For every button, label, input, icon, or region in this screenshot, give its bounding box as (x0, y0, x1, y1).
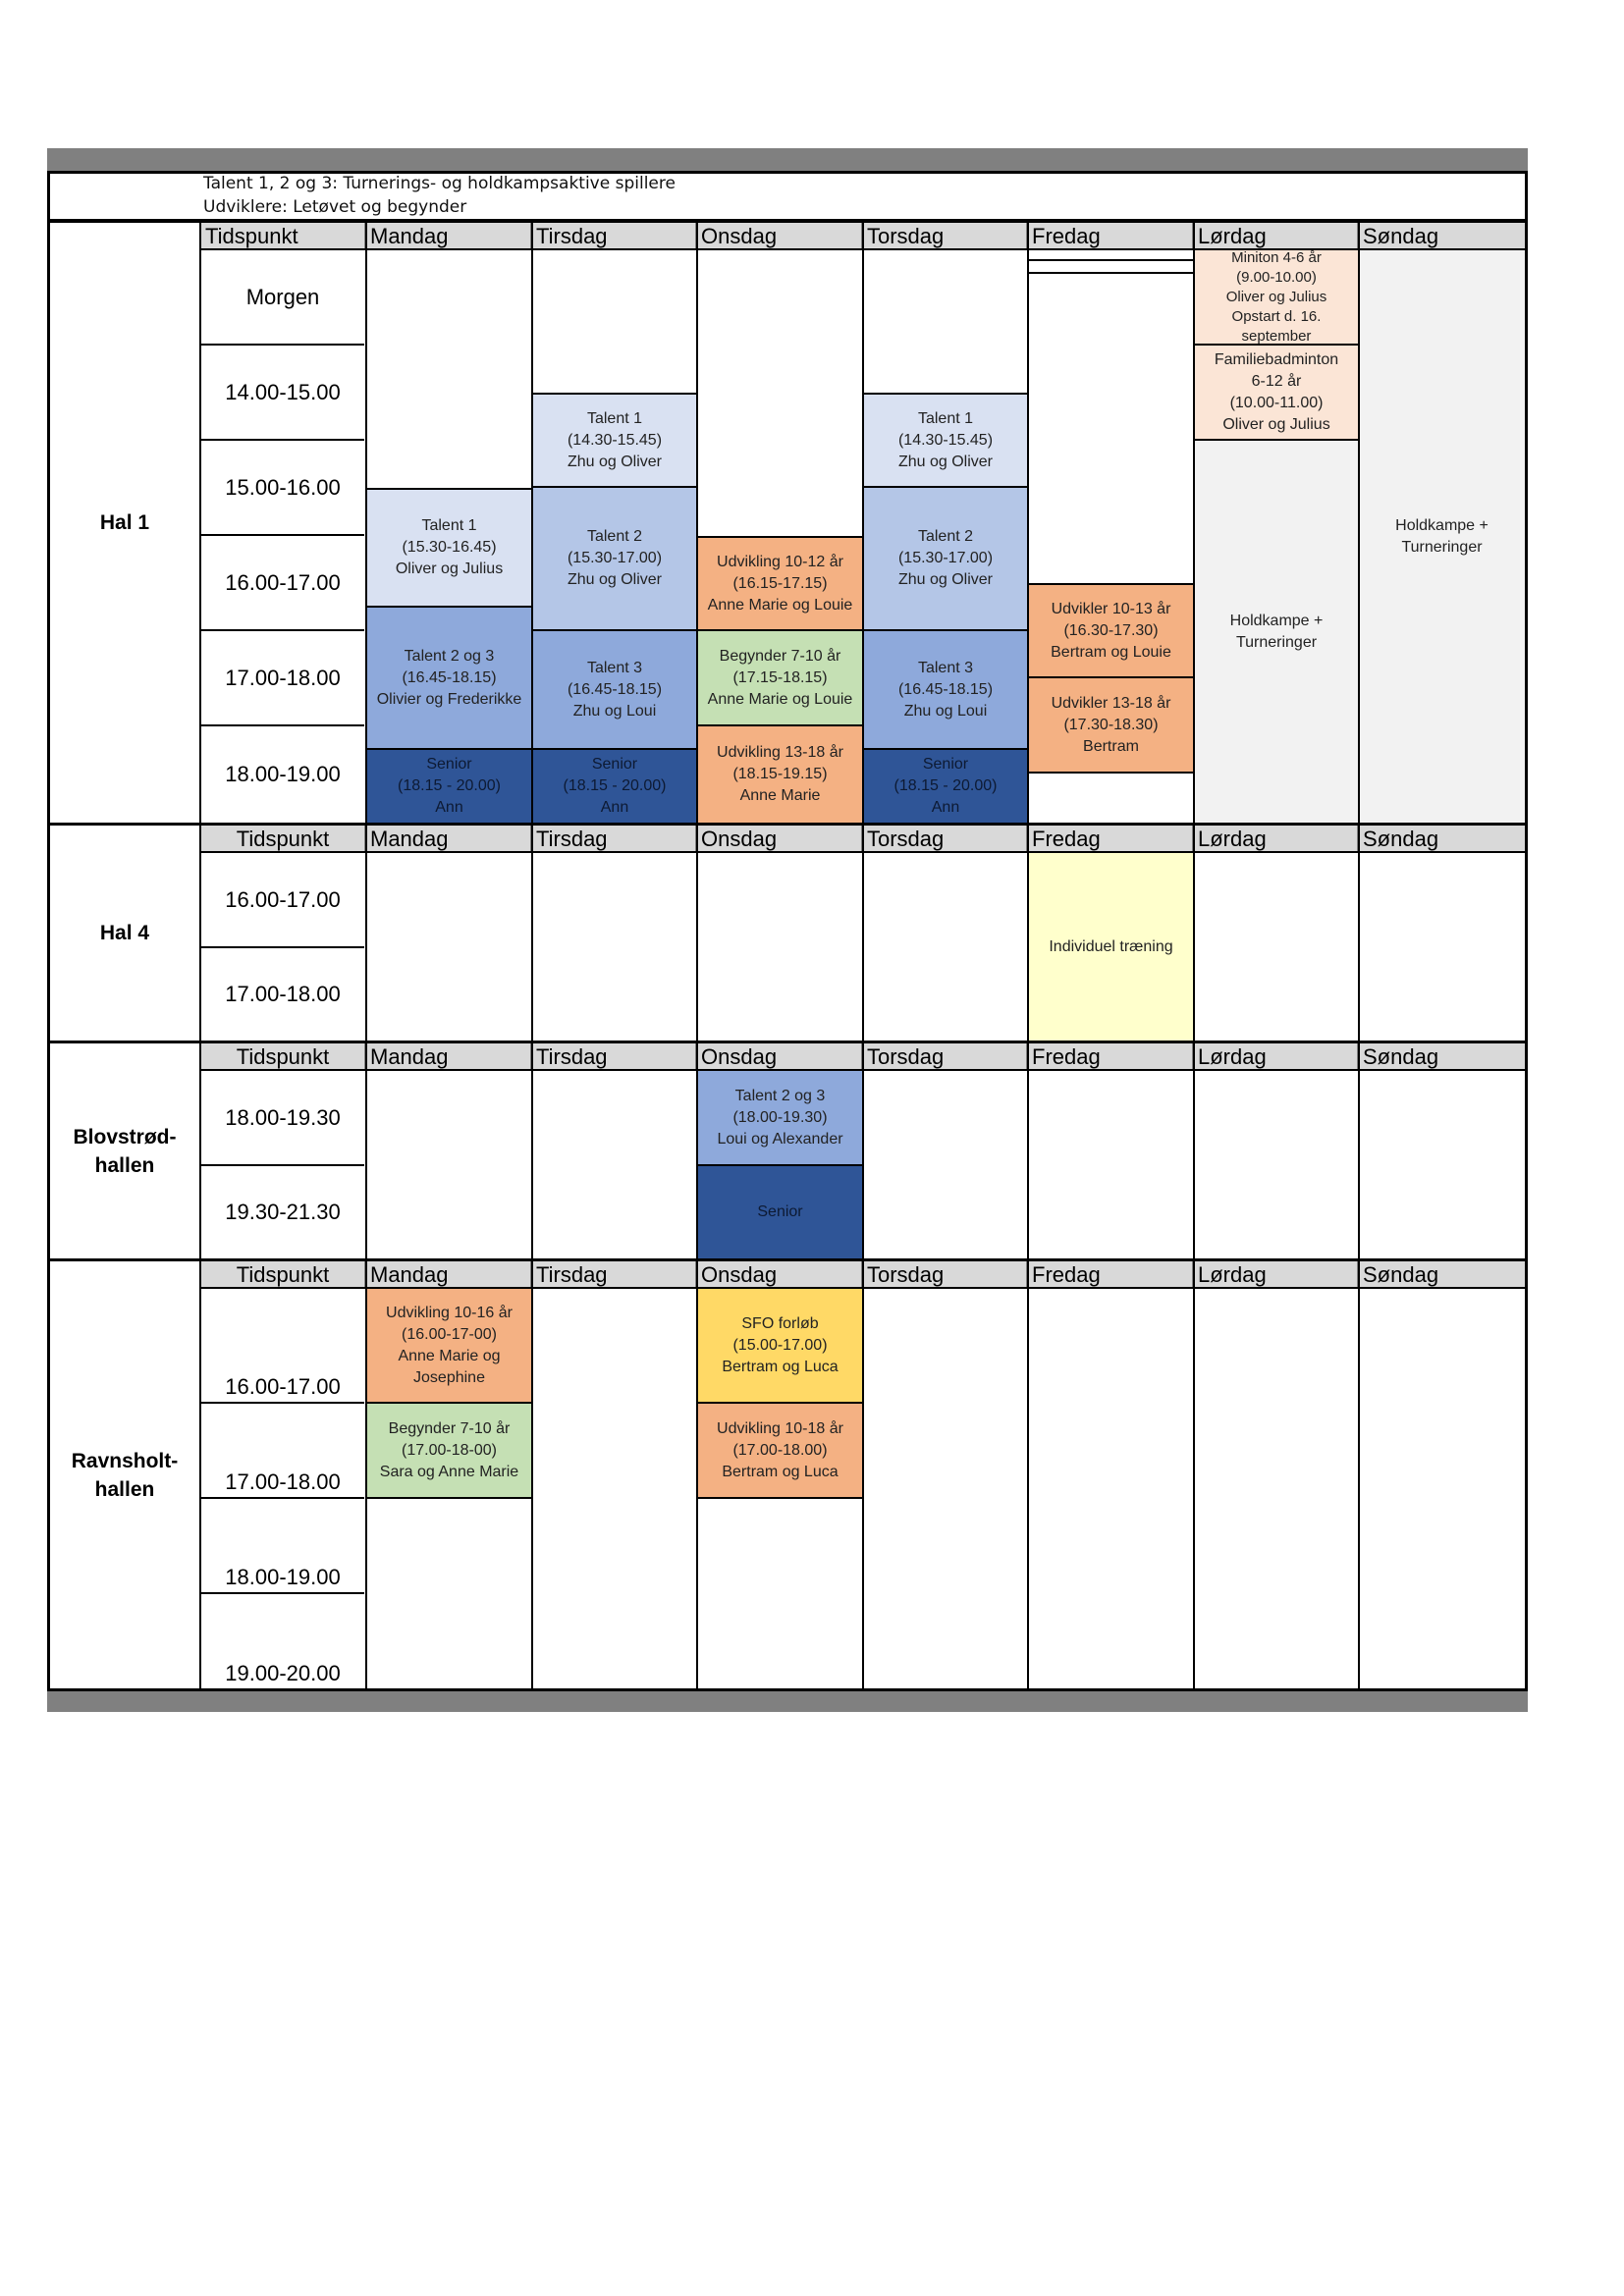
hal1-header-sondag: Søndag (1359, 223, 1525, 248)
hal1-thu-talent3: Talent 3 (16.45-18.15) Zhu og Loui (863, 631, 1028, 750)
hal1-sun-holdkampe: Holdkampe + Turneringer (1359, 250, 1525, 823)
hal1-time-1700: 17.00-18.00 (201, 631, 364, 726)
hal1-time-1500: 15.00-16.00 (201, 441, 364, 536)
rav-header-torsdag: Torsdag (863, 1261, 1028, 1287)
blov-vline-6 (1193, 1041, 1195, 1261)
blov-vline-5 (1027, 1041, 1029, 1261)
hal1-vline-0 (199, 220, 201, 826)
rav-wed-udvikling1018: Udvikling 10-18 år (17.00-18.00) Bertram og Luca (697, 1404, 863, 1499)
hal1-sat-familiebadminton: Familiebadminton 6-12 år (10.00-11.00) Oliver og Julius (1194, 346, 1359, 441)
bottom-bar (47, 1690, 1528, 1712)
rav-vline-6 (1193, 1258, 1195, 1691)
rav-header-mandag: Mandag (366, 1261, 532, 1287)
rav-vline-5 (1027, 1258, 1029, 1691)
rav-mon-begynder: Begynder 7-10 år (17.00-18-00) Sara og Anne Marie (366, 1404, 532, 1499)
note-line-1: Talent 1, 2 og 3: Turnerings- og holdkampsaktive spillere (203, 174, 676, 193)
rav-header-tirsdag: Tirsdag (532, 1261, 697, 1287)
hal1-mon-talent23: Talent 2 og 3 (16.45-18.15) Olivier og Frederikke (366, 608, 532, 750)
hal4-vline-4 (862, 823, 864, 1043)
hal1-vline-1 (365, 220, 367, 826)
blov-vline-4 (862, 1041, 864, 1261)
hal1-tue-talent2: Talent 2 (15.30-17.00) Zhu og Oliver (532, 488, 697, 631)
rav-vline-7 (1358, 1258, 1360, 1691)
hal1-header-tidspunkt: Tidspunkt (201, 223, 366, 248)
blov-wed-talent23: Talent 2 og 3 (18.00-19.30) Loui og Alexander (697, 1071, 863, 1166)
hal1-time-1400: 14.00-15.00 (201, 346, 364, 441)
hal4-header-tirsdag: Tirsdag (532, 826, 697, 851)
blov-header-torsdag: Torsdag (863, 1043, 1028, 1069)
hal1-time-1600: 16.00-17.00 (201, 536, 364, 631)
rav-header-onsdag: Onsdag (697, 1261, 863, 1287)
hal1-mon-talent1: Talent 1 (15.30-16.45) Oliver og Julius (366, 488, 532, 608)
rav-header-lordag: Lørdag (1194, 1261, 1359, 1287)
hal1-header-onsdag: Onsdag (697, 223, 863, 248)
blov-header-tidspunkt: Tidspunkt (201, 1043, 366, 1069)
blov-time-1800: 18.00-19.30 (201, 1071, 364, 1166)
blov-header-mandag: Mandag (366, 1043, 532, 1069)
venue-blovstrod: Blovstrød- hallen (73, 1125, 177, 1177)
blov-vline-3 (696, 1041, 698, 1261)
hal4-header-torsdag: Torsdag (863, 826, 1028, 851)
hal1-time-morgen: Morgen (201, 250, 364, 346)
hal1-vline-2 (531, 220, 533, 826)
hal4-time-1600: 16.00-17.00 (201, 853, 364, 948)
hal1-wed-udvikling1318: Udvikling 13-18 år (18.15-19.15) Anne Marie (697, 726, 863, 823)
hal1-fri-rule-2 (1028, 272, 1194, 274)
hal4-vline-7 (1358, 823, 1360, 1043)
hal1-wed-begynder: Begynder 7-10 år (17.15-18.15) Anne Marie og Louie (697, 631, 863, 726)
hal1-sat-holdkampe: Holdkampe + Turneringer (1194, 441, 1359, 823)
hal1-thu-talent1: Talent 1 (14.30-15.45) Zhu og Oliver (863, 393, 1028, 488)
hal1-tue-senior: Senior (18.15 - 20.00) Ann (532, 750, 697, 823)
hal1-header-torsdag: Torsdag (863, 223, 1028, 248)
rav-time-1800: 18.00-19.00 (201, 1499, 364, 1594)
hal4-fri-individuel: Individuel træning (1028, 853, 1194, 1041)
rav-wed-sfo: SFO forløb (15.00-17.00) Bertram og Luca (697, 1289, 863, 1404)
hal4-header-tidspunkt: Tidspunkt (201, 826, 366, 851)
rav-mon-udvikling1016: Udvikling 10-16 år (16.00-17-00) Anne Marie og Josephine (366, 1289, 532, 1404)
hal4-header-lordag: Lørdag (1194, 826, 1359, 851)
rav-vline-0 (199, 1258, 201, 1691)
hal1-fri-udvikler1013: Udvikler 10-13 år (16.30-17.30) Bertram og Louie (1028, 583, 1194, 678)
hal4-vline-0 (199, 823, 201, 1043)
rav-vline-4 (862, 1258, 864, 1691)
venue-ravnsholt: Ravnsholt- hallen (71, 1449, 179, 1501)
rav-header-fredag: Fredag (1028, 1261, 1194, 1287)
hal1-sat-miniton: Miniton 4-6 år (9.00-10.00) Oliver og Julius Opstart d. 16. september (1194, 250, 1359, 346)
hal4-header-mandag: Mandag (366, 826, 532, 851)
hal1-thu-senior: Senior (18.15 - 20.00) Ann (863, 750, 1028, 823)
hal4-vline-1 (365, 823, 367, 1043)
hal4-vline-2 (531, 823, 533, 1043)
blov-header-fredag: Fredag (1028, 1043, 1194, 1069)
hal1-vline-3 (696, 220, 698, 826)
venue-hal1: Hal 1 (99, 511, 150, 534)
rav-header-sondag: Søndag (1359, 1261, 1525, 1287)
blov-header-sondag: Søndag (1359, 1043, 1525, 1069)
hal4-vline-6 (1193, 823, 1195, 1043)
venue-hal4: Hal 4 (99, 922, 150, 944)
hal1-header-lordag: Lørdag (1194, 223, 1359, 248)
blov-vline-1 (365, 1041, 367, 1261)
rav-vline-2 (531, 1258, 533, 1691)
note-line-2: Udviklere: Letøvet og begynder (203, 197, 467, 217)
hal1-wed-udvikling1012: Udvikling 10-12 år (16.15-17.15) Anne Marie og Louie (697, 536, 863, 631)
hal1-vline-7 (1358, 220, 1360, 826)
hal4-header-sondag: Søndag (1359, 826, 1525, 851)
blov-header-lordag: Lørdag (1194, 1043, 1359, 1069)
hal1-vline-6 (1193, 220, 1195, 826)
hal1-vline-5 (1027, 220, 1029, 826)
hal1-fri-rule-1 (1028, 259, 1194, 261)
hal1-tue-talent3: Talent 3 (16.45-18.15) Zhu og Loui (532, 631, 697, 750)
hal4-vline-3 (696, 823, 698, 1043)
hal1-thu-talent2: Talent 2 (15.30-17.00) Zhu og Oliver (863, 488, 1028, 631)
hal1-tue-talent1: Talent 1 (14.30-15.45) Zhu og Oliver (532, 393, 697, 488)
blov-header-onsdag: Onsdag (697, 1043, 863, 1069)
rav-time-1700: 17.00-18.00 (201, 1404, 364, 1499)
hal1-time-1800: 18.00-19.00 (225, 762, 341, 786)
hal4-time-1700: 17.00-18.00 (225, 982, 341, 1006)
hal1-fri-udvikler1318: Udvikler 13-18 år (17.30-18.30) Bertram (1028, 678, 1194, 774)
hal4-vline-5 (1027, 823, 1029, 1043)
hal1-vline-4 (862, 220, 864, 826)
hal1-header-fredag: Fredag (1028, 223, 1194, 248)
blov-vline-2 (531, 1041, 533, 1261)
blov-wed-senior: Senior (697, 1166, 863, 1258)
rav-header-tidspunkt: Tidspunkt (201, 1261, 366, 1287)
rav-time-1600: 16.00-17.00 (201, 1289, 364, 1404)
hal1-header-tirsdag: Tirsdag (532, 223, 697, 248)
blov-vline-0 (199, 1041, 201, 1261)
blov-header-tirsdag: Tirsdag (532, 1043, 697, 1069)
hal1-mon-senior: Senior (18.15 - 20.00) Ann (366, 750, 532, 823)
rav-vline-3 (696, 1258, 698, 1691)
top-bar (47, 148, 1528, 171)
hal1-header-mandag: Mandag (366, 223, 532, 248)
blov-time-1930: 19.30-21.30 (225, 1200, 341, 1224)
blov-vline-7 (1358, 1041, 1360, 1261)
rav-vline-1 (365, 1258, 367, 1691)
hal4-header-onsdag: Onsdag (697, 826, 863, 851)
rav-time-1900: 19.00-20.00 (225, 1661, 341, 1685)
hal4-header-fredag: Fredag (1028, 826, 1194, 851)
